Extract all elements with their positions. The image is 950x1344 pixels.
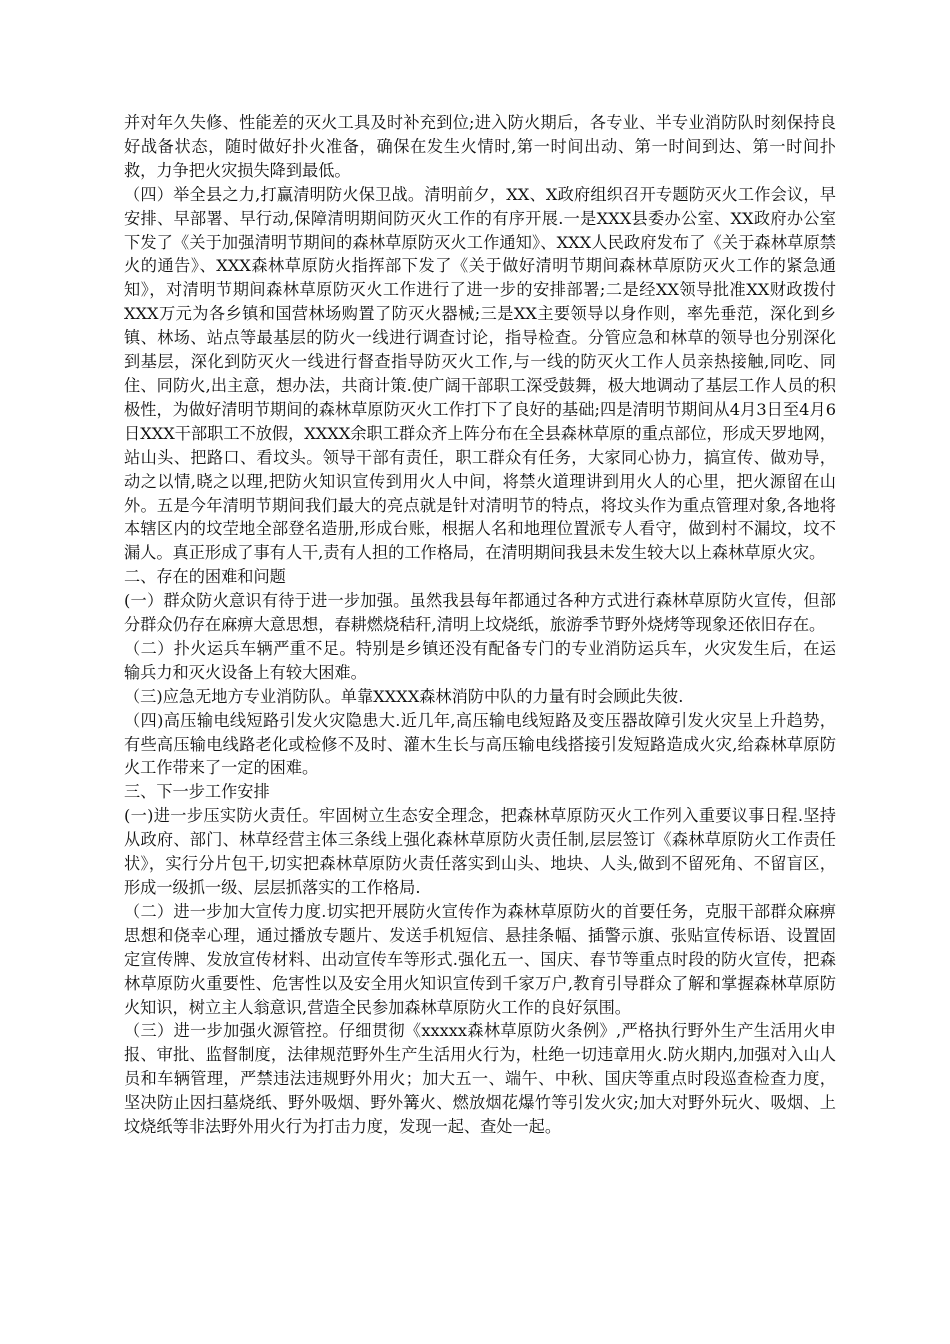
paragraph-fire-source-control: （三）进一步加强火源管控。仔细贯彻《xxxxx森林草原防火条例》,严格执行野外生产生活用火申报、审批、监督制度，法律规范野外生产生活用火行为，杜绝一切违章用火.防火期内,加强对入山人员和车辆管理，严禁违法违规野外用火；加大五一、端午、中秋、国庆等重点时段巡查检查力度，坚决防止因扫墓烧纸、野外吸烟、野外篝火、燃放烟花爆竹等引发火灾;加大对野外玩火、吸烟、上坟烧纸等非法野外用火行为打击力度，发现一起、查处一起。 — [124, 1021, 836, 1137]
paragraph-public-awareness: (一）群众防火意识有待于进一步加强。虽然我县每年都通过各种方式进行森林草原防火宣传，但部分群众仍存在麻痹大意思想，春耕燃烧秸秆,清明上坟烧纸，旅游季节野外烧烤等现象还依旧存在。 — [124, 591, 836, 635]
paragraph-local-fire-brigade: （三)应急无地方专业消防队。单靠XXXX森林消防中队的力量有时会顾此失彼. — [124, 686, 684, 706]
section-heading-difficulties: 二、存在的困难和问题 — [124, 567, 286, 587]
paragraph-power-line-hazard: （四)高压输电线短路引发火灾隐患大.近几年,高压输电线短路及变压器故障引发火灾呈上升趋势，有些高压输电线路老化或检修不及时、灌木生长与高压输电线搭接引发短路造成火灾,给森林草原防火工作带来了一定的困难。 — [124, 710, 836, 778]
paragraph-responsibility: (一)进一步压实防火责任。牢固树立生态安全理念，把森林草原防灭火工作列入重要议事日程.坚持从政府、部门、林草经营主体三条线上强化森林草原防火责任制,层层签订《森林草原防火工作责任状》，实行分片包干,切实把森林草原防火责任落实到山头、地块、人头,做到不留死角、不留盲区，形成一级抓一级、层层抓落实的工作格局. — [124, 806, 836, 897]
paragraph-transport-vehicles: （二）扑火运兵车辆严重不足。特别是乡镇还没有配备专门的专业消防运兵车，火灾发生后，在运输兵力和灭火设备上有较大困难。 — [124, 638, 836, 682]
paragraph-publicity: （二）进一步加大宣传力度.切实把开展防火宣传作为森林草原防火的首要任务，克服干部群众麻痹思想和侥幸心理，通过播放专题片、发送手机短信、悬挂条幅、插警示旗、张贴宣传标语、设置固定宣传牌、发放宣传材料、出动宣传车等形式.强化五一、国庆、春节等重点时段的防火宣传，把森林草原防火重要性、危害性以及安全用火知识宣传到千家万户,教育引导群众了解和掌握森林草原防火知识，树立主人翁意识,营造全民参加森林草原防火工作的良好氛围。 — [124, 901, 836, 1017]
document-body — [124, 111, 836, 1139]
section-heading-next-steps: 三、下一步工作安排 — [124, 782, 270, 802]
paragraph-fire-equipment: 并对年久失修、性能差的灭火工具及时补充到位;进入防火期后，各专业、半专业消防队时刻保持良好战备状态，随时做好扑火准备，确保在发生火情时,第一时间出动、第一时间到达、第一时间扑救，力争把火灾损失降到最低。 — [124, 113, 836, 180]
paragraph-qingming-fire-protection: （四）举全县之力,打赢清明防火保卫战。清明前夕，XX、X政府组织召开专题防灭火工作会议，早安排、早部署、早行动,保障清明期间防灭火工作的有序开展.一是XXX县委办公室、XX政府办公室下发了《关于加强清明节期间的森林草原防灭火工作通知》、XXX人民政府发布了《关于森林草原禁火的通告》、XXX森林草原防火指挥部下发了《关于做好清明节期间森林草原防灭火工作的紧急通知》，对清明节期间森林草原防灭火工作进行了进一步的安排部署;二是经XX领导批准XX财政拨付XXX万元为各乡镇和国营林场购置了防灭火器械;三是XX主要领导以身作则，率先垂范，深化到乡镇、林场、站点等最基层的防火一线进行调查讨论，指导检查。分管应急和林草的领导也分别深化到基层，深化到防灭火一线进行督查指导防灭火工作,与一线的防灭火工作人员亲热接触,同吃、同住、同防火,出主意，想办法，共商计策.使广阔干部职工深受鼓舞，极大地调动了基层工作人员的积极性，为做好清明节期间的森林草原防灭火工作打下了良好的基础;四是清明节期间从4月3日至4月6日XXX干部职工不放假，XXXX余职工群众齐上阵分布在全县森林草原的重点部位，形成天罗地网，站山头、把路口、看坟头。领导干部有责任，职工群众有任务，大家同心协力，搞宣传、做劝导，动之以情,晓之以理,把防火知识宣传到用火人中间，将禁火道理讲到用火人的心里，把火源留在山外。五是今年清明节期间我们最大的亮点就是针对清明节的特点，将坟头作为重点管理对象,各地将本辖区内的坟茔地全部登名造册,形成台账，根据人名和地理位置派专人看守，做到村不漏坟，坟不漏人。真正形成了事有人干,责有人担的工作格局，在清明期间我县未发生较大以上森林草原火灾。 — [124, 184, 836, 563]
